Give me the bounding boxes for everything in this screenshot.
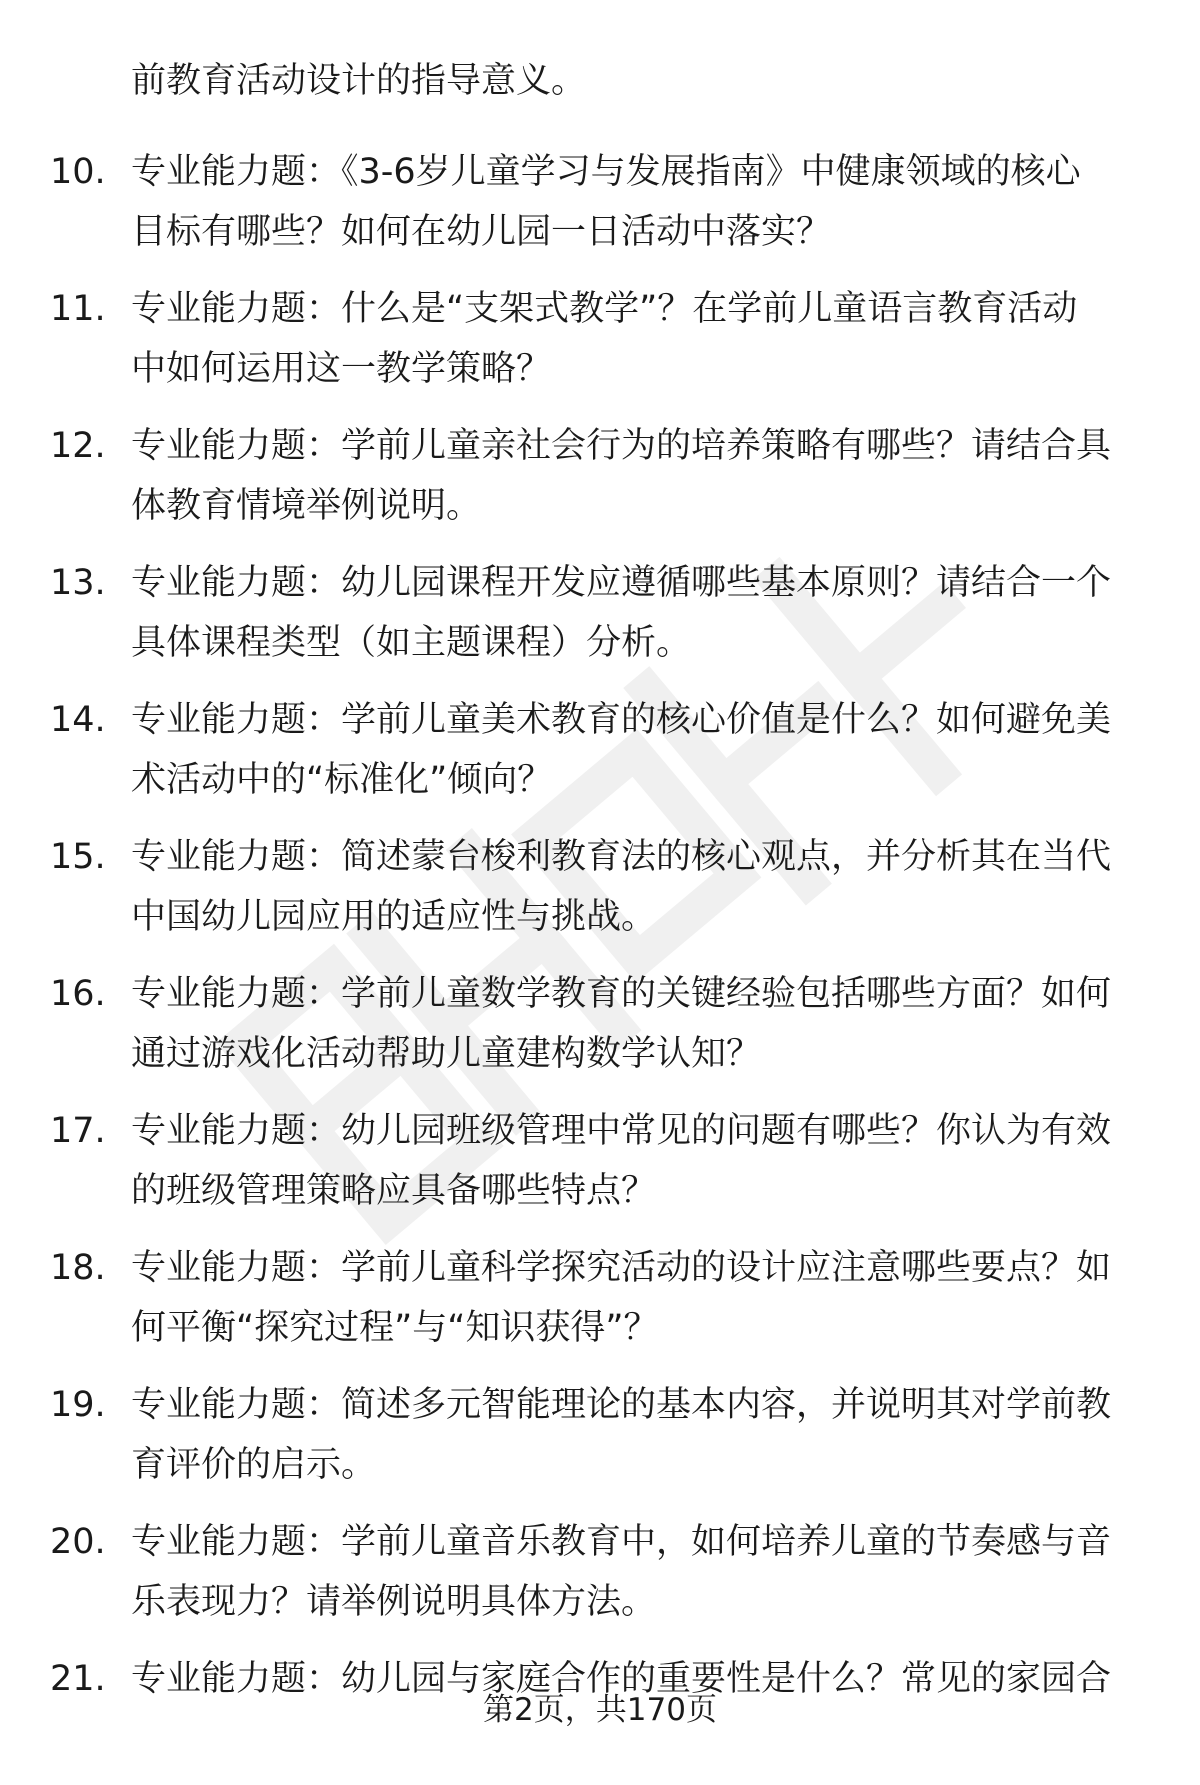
question-number: 17. (50, 1111, 106, 1151)
question-number: 13. (50, 563, 106, 603)
question-text-line2: 通过游戏化活动帮助儿童建构数学认知？ (131, 1034, 762, 1074)
question-item (50, 141, 1150, 278)
question-number: 14. (50, 700, 106, 740)
continuation-text: 前教育活动设计的指导意义。 (131, 61, 587, 101)
question-text-line1: 专业能力题：简述多元智能理论的基本内容，并说明其对学前教 (131, 1385, 1112, 1425)
question-text-line2: 中国幼儿园应用的适应性与挑战。 (131, 897, 657, 937)
question-text-line1: 专业能力题：学前儿童亲社会行为的培养策略有哪些？请结合具 (131, 426, 1112, 466)
question-text-line2: 乐表现力？请举例说明具体方法。 (131, 1582, 657, 1622)
question-number: 16. (50, 974, 106, 1014)
question-list (50, 141, 1150, 1785)
question-number: 20. (50, 1522, 106, 1562)
question-text-line2: 体教育情境举例说明。 (131, 486, 482, 526)
question-text-line1: 专业能力题：学前儿童科学探究活动的设计应注意哪些要点？如 (131, 1248, 1112, 1288)
question-item (50, 1237, 1150, 1374)
question-item (50, 826, 1150, 963)
question-item (50, 278, 1150, 415)
question-text-line1: 专业能力题：幼儿园班级管理中常见的问题有哪些？你认为有效 (131, 1111, 1112, 1151)
question-text-line2: 育评价的启示。 (131, 1445, 377, 1485)
question-text-line2: 具体课程类型（如主题课程）分析。 (131, 623, 692, 663)
question-text-line2: 术活动中的“标准化”倾向？ (131, 760, 553, 800)
question-text-line2: 何平衡“探究过程”与“知识获得”？ (131, 1308, 659, 1348)
question-number: 21. (50, 1659, 106, 1699)
question-item (50, 552, 1150, 689)
question-text-line1: 专业能力题：学前儿童美术教育的核心价值是什么？如何避免美 (131, 700, 1112, 740)
question-number: 10. (50, 152, 106, 192)
question-item (50, 1511, 1150, 1648)
question-number: 18. (50, 1248, 106, 1288)
question-item (50, 415, 1150, 552)
question-number: 12. (50, 426, 106, 466)
question-text-line1: 专业能力题：简述蒙台梭利教育法的核心观点，并分析其在当代 (131, 837, 1112, 877)
question-item (50, 1100, 1150, 1237)
question-text-line2: 的班级管理策略应具备哪些特点？ (131, 1171, 657, 1211)
question-number: 19. (50, 1385, 106, 1425)
question-item (50, 1374, 1150, 1511)
question-number: 15. (50, 837, 106, 877)
question-text-line1: 专业能力题：学前儿童音乐教育中，如何培养儿童的节奏感与音 (131, 1522, 1112, 1562)
question-text-line1: 专业能力题：什么是“支架式教学”？在学前儿童语言教育活动 (131, 289, 1078, 329)
question-number: 11. (50, 289, 106, 329)
page-footer: 第2页，共170页 (483, 1692, 717, 1728)
question-text-line1: 专业能力题：幼儿园课程开发应遵循哪些基本原则？请结合一个 (131, 563, 1112, 603)
question-text-line1: 专业能力题：学前儿童数学教育的关键经验包括哪些方面？如何 (131, 974, 1112, 1014)
question-text-line2: 目标有哪些？如何在幼儿园一日活动中落实？ (131, 212, 832, 252)
question-item (50, 689, 1150, 826)
question-text-line2: 中如何运用这一教学策略？ (131, 349, 552, 389)
question-text-line1: 专业能力题：幼儿园与家庭合作的重要性是什么？常见的家园合 (131, 1659, 1112, 1699)
question-item (50, 963, 1150, 1100)
question-text-line1: 专业能力题：《3-6岁儿童学习与发展指南》中健康领域的核心 (131, 152, 1081, 192)
